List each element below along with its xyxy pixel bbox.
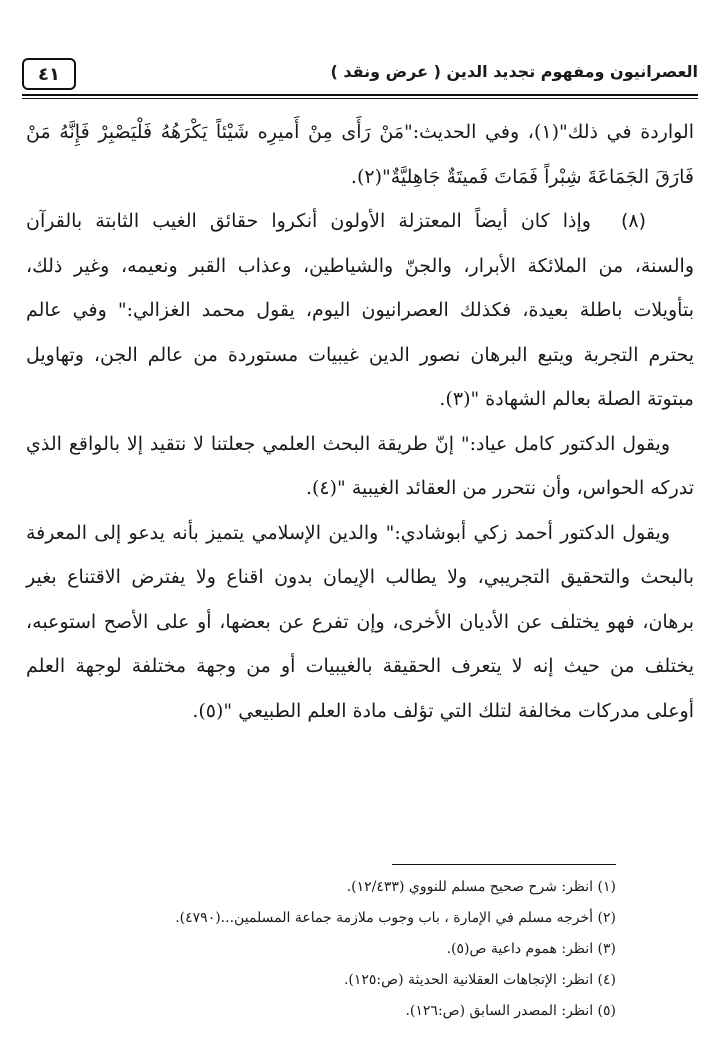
running-title: العصرانيون ومفهوم تجديد الدين ( عرض ونقد ) <box>330 62 698 81</box>
body-text <box>26 110 694 733</box>
page-header <box>22 52 698 92</box>
header-rule <box>22 94 698 96</box>
footnote-1: (١) انظر: شرح صحيح مسلم للنووي (١٢/٤٣٣). <box>346 879 616 895</box>
paragraph-4 <box>26 511 694 734</box>
paragraph-1 <box>26 110 694 199</box>
item-number-marker: (٨) <box>620 210 646 232</box>
paragraph-1-text: الواردة في ذلك"(١)، وفي الحديث:"مَنْ رَأَى مِنْ أَميرِه شَيْئاً يَكْرَهُهُ فَلْيَصْبِرْ فَإِنَّهُ مَنْ فَارَقَ الجَمَاعَةَ شِبْراً فَمَاتَ فَميتَةٌ جَاهِليَّةٌ"(٢). <box>26 121 694 188</box>
footnote-3: (٣) انظر: هموم داعية ص(٥). <box>446 941 616 957</box>
footnote-4: (٤) انظر: الإتجاهات العقلانية الحديثة (ص:١٢٥). <box>343 972 616 988</box>
paragraph-3-text: ويقول الدكتور كامل عياد:" إنّ طريقة البحث العلمي جعلتنا لا نتقيد إلا بالواقع الذي تدركه الحواس، وأن نتحرر من العقائد الغيبية "(٤). <box>26 432 694 499</box>
paragraph-4-text: ويقول الدكتور أحمد زكي أبوشادي:" والدين الإسلامي يتميز بأنه يدعو إلى المعرفة بالبحث والتحقيق التجريبي، ولا يطالب الإيمان بدون اقناع ولا يفترض الاقتناع بغير برهان، فهو يختلف عن الأديان الأخرى، وإن تفرع عن بعضها، أو على الأصح استوعبه، يختلف من حيث إنه لا يتعرف الحقيقة بالغيبيات أو من وجهة مختلفة لوجهة العلم أوعلى مدركات مخالفة لتلك التي تؤلف مادة العلم الطبيعي "(٥). <box>26 521 694 722</box>
footnote-separator <box>392 864 616 865</box>
footnote-5: (٥) انظر: المصدر السابق (ص:١٢٦). <box>405 1003 616 1019</box>
footnote-2: (٢) أخرجه مسلم في الإمارة ، باب وجوب ملازمة جماعة المسلمين...(٤٧٩٠). <box>175 910 616 926</box>
header-rule-thin <box>22 98 698 99</box>
paragraph-2 <box>26 199 694 422</box>
footnotes <box>26 872 616 1027</box>
paragraph-3 <box>26 422 694 511</box>
paragraph-2-text: وإذا كان أيضاً المعتزلة الأولون أنكروا حقائق الغيب الثابتة بالقرآن والسنة، من الملائكة الأبرار، والجنّ والشياطين، وعذاب القبر ونعيمه، وغير ذلك، بتأويلات باطلة بعيدة، فكذلك العصرانيون اليوم، يقول محمد الغزالي:" وفي عالم يحترم التجربة ويتبع البرهان نصور الدين غيبيات مستوردة من عالم الجن، وتهاويل مبتوتة الصلة بعالم الشهادة "(٣). <box>26 210 694 410</box>
page-number: ٤١ <box>22 58 76 90</box>
